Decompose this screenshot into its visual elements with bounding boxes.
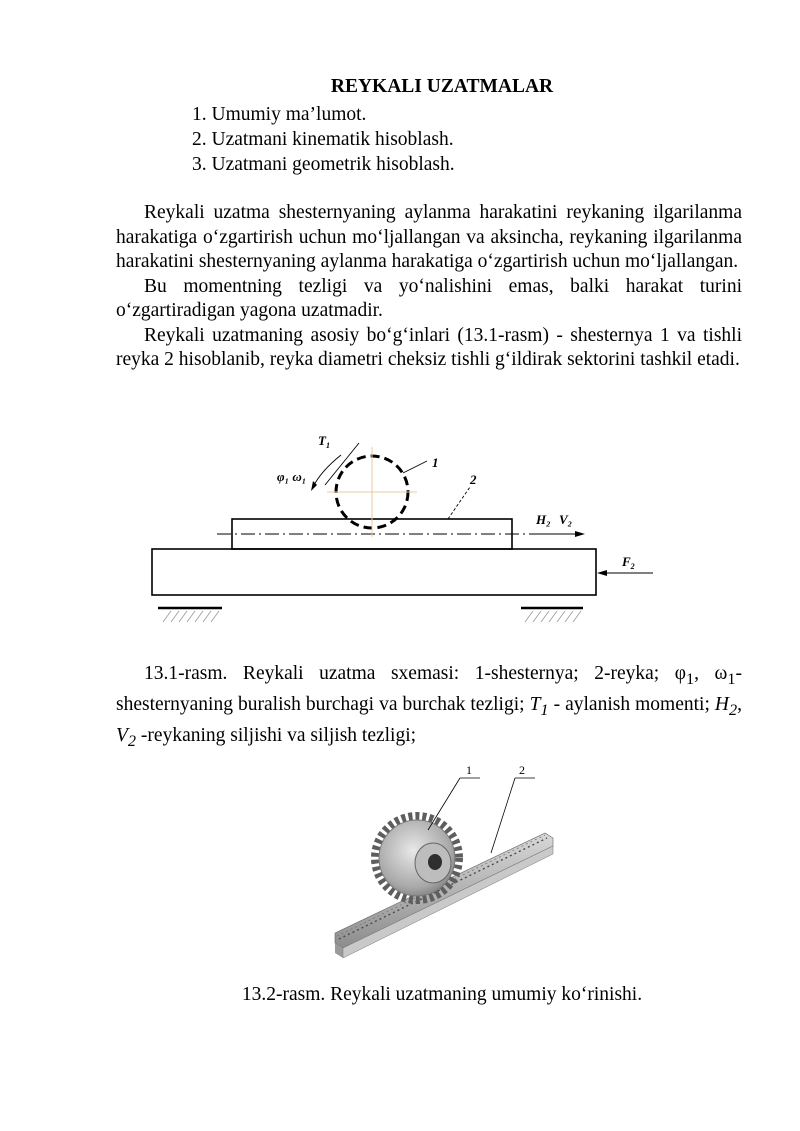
motion-arrow-head <box>575 531 585 537</box>
figure2-caption: 13.2-rasm. Reykali uzatmaning umumiy ko‘rinishi. <box>241 984 643 1005</box>
toc-item: 1. Umumiy ma’lumot. <box>192 104 367 125</box>
gear-leader <box>403 461 427 473</box>
force-arrow-head <box>597 570 607 576</box>
table-of-contents <box>192 102 455 177</box>
rack-leader <box>448 487 470 519</box>
rack-pinion-illustration <box>325 758 555 958</box>
paragraph: Bu momentning tezligi va yo‘nalishini emas, balki harakat turini o‘zgartiradigan yagona uzatmadir. <box>116 275 742 321</box>
body-text <box>116 201 742 373</box>
page-title: REYKALI UZATMALAR <box>330 76 554 97</box>
rack-leader <box>491 778 515 853</box>
figure1-caption: 13.1-rasm. Reykali uzatma sxemasi: 1-shesternya; 2-reyka; $\varphi_1$, $\omega_1$-shesternyaning buralish burchagi va burchak tezligi; $T_1$ - aylanish momenti; $H_2$, $V_2$ -reykaning siljishi va siljish tezligi; <box>116 663 742 750</box>
force-label: $F_2$ <box>622 554 635 571</box>
rack-number-label: 2 <box>519 763 525 777</box>
toc-item: 3. Uzatmani geometrik hisoblash. <box>192 154 455 175</box>
rotation-arrow-head <box>311 481 317 491</box>
velocity-label: V₂ <box>559 512 573 527</box>
gear-bore <box>428 854 442 870</box>
rack-pinion-schematic <box>145 425 665 630</box>
toc-item: 2. Uzatmani kinematik hisoblash. <box>192 129 454 150</box>
gear-number-label: 1 <box>432 455 439 470</box>
ground-hatch-right <box>525 611 581 622</box>
gear-number-label: 1 <box>466 763 472 777</box>
angle-velocity-label: φ₁ ω₁ <box>277 469 307 484</box>
paragraph: Reykali uzatmaning asosiy bo‘g‘inlari (13.1-rasm) - shesternya 1 va tishli reyka 2 hisoblanib, reyka diametri cheksiz tishli g‘ildirak sektorini tashkil etadi. <box>116 324 742 370</box>
torque-label: $T_1$ <box>318 433 330 450</box>
ground-hatch-left <box>163 611 219 622</box>
rack-number-label: 2 <box>470 472 477 487</box>
base-body <box>152 549 596 595</box>
displacement-label: H₂ <box>536 512 551 527</box>
paragraph: Reykali uzatma shesternyaning aylanma harakatini reykaning ilgarilanma harakatiga o‘zgartirish uchun mo‘ljallangan va aksincha, reykaning ilgarilanma harakatini shesternyaning aylanma harakatiga o‘zgartirish uchun mo‘ljallangan. <box>116 202 742 272</box>
